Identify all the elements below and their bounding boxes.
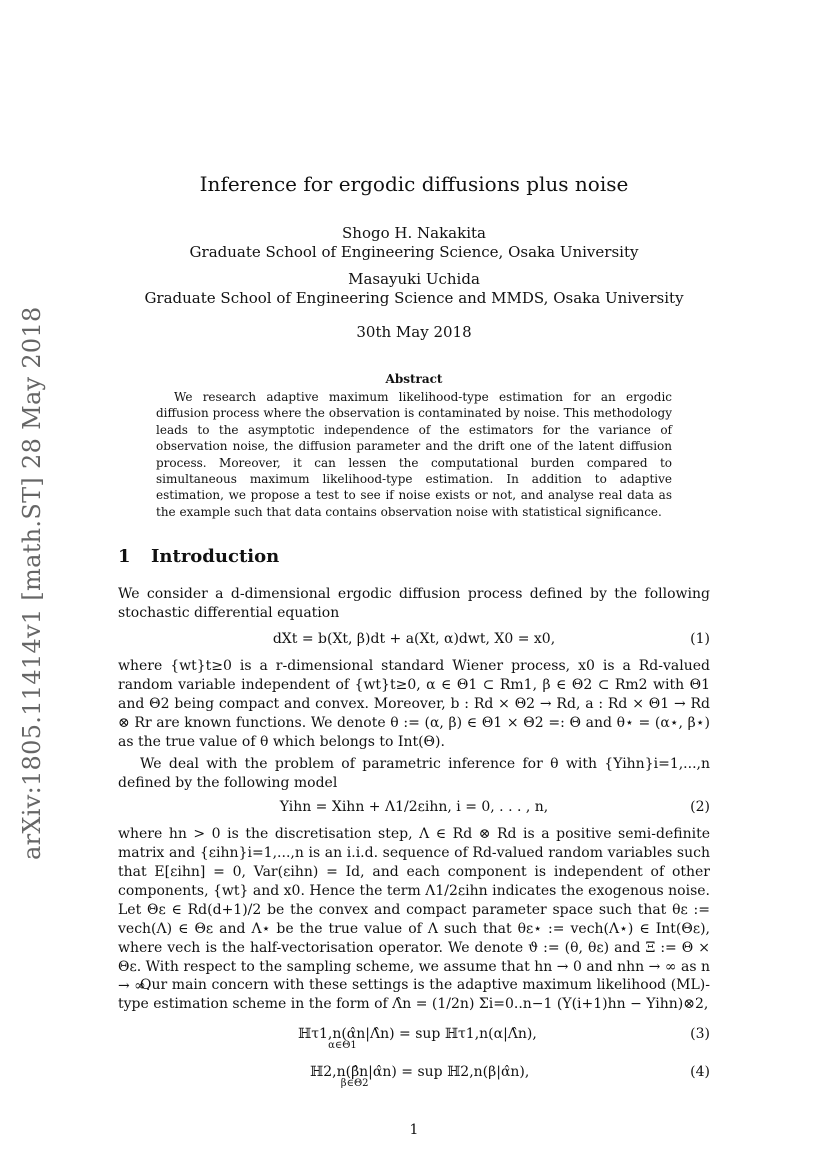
equation-subscript: α∈Θ1 xyxy=(328,1040,357,1051)
section-number: 1 xyxy=(118,546,131,567)
equation-number: (4) xyxy=(690,1064,710,1080)
paper-date: 30th May 2018 xyxy=(356,323,472,341)
body-paragraph: We deal with the problem of parametric inference for θ with {Yihn}i=1,...,n defined by the following model xyxy=(118,756,710,791)
equation-expression xyxy=(310,1064,529,1089)
equation-expression: dXt = b(Xt, β)dt + a(Xt, α)dwt, X0 = x0, xyxy=(272,631,556,647)
arxiv-identifier: arXiv:1805.11414v1 [math.ST] 28 May 2018 xyxy=(18,306,46,860)
body-paragraph: where {wt}t≥0 is a r-dimensional standard Wiener process, x0 is a Rd-valued random variable independent of {wt}t≥0, α ∈ Θ1 ⊂ Rm1, β ∈ Θ2 ⊂ Rm2 with Θ1 and Θ2 being compact and convex. Moreover, b : Rd × Θ2 → Rd, a : Rd × Θ1 → Rd ⊗ Rr are known functions. We denote θ := (α, β) ∈ Θ1 × Θ2 =: Θ and θ⋆ = (α⋆, β⋆) as the true value of θ which belongs to Int(Θ). xyxy=(118,658,710,750)
equation-number: (3) xyxy=(690,1026,710,1042)
author-name: Shogo H. Nakakita xyxy=(342,224,486,242)
equation-main: ℍ2,n(β̂n|α̂n) = sup ℍ2,n(β|α̂n), xyxy=(310,1064,530,1080)
body-paragraph: where hn > 0 is the discretisation step, Λ ∈ Rd ⊗ Rd is a positive semi-definite matrix and {εihn}i=1,...,n is an i.i.d. sequence of Rd-valued random variables such that E[εihn] = 0, Var(εihn) = Id, and each component is independent of other components, {wt} and x0. Hence the term Λ1/2εihn indicates the exogenous noise. Let Θε ∈ Rd(d+1)/2 be the convex and compact parameter space such that θε := vech(Λ) ∈ Θε and Λ⋆ be the true value of Λ such that θε⋆ := vech(Λ⋆) ∈ Int(Θε), where vech is the half-vectorisation operator. We denote ϑ := (θ, θε) and Ξ := Θ × Θε. With respect to the sampling scheme, we assume that hn → 0 and nhn → ∞ as n → ∞. xyxy=(118,826,710,994)
page-number: 1 xyxy=(409,1122,419,1138)
abstract-heading: Abstract xyxy=(385,372,443,386)
equation-subscript: β∈Θ2 xyxy=(340,1078,369,1089)
equation-number: (1) xyxy=(690,631,710,647)
equation-expression: Yihn = Xihn + Λ1/2εihn, i = 0, . . . , n, xyxy=(279,799,549,815)
author-name: Masayuki Uchida xyxy=(348,270,480,288)
equation-expression xyxy=(298,1026,537,1051)
author-affiliation: Graduate School of Engineering Science, Osaka University xyxy=(189,243,639,261)
body-paragraph: Our main concern with these settings is the adaptive maximum likelihood (ML)-type estimation scheme in the form of Λ̂n = (1/2n) Σi=0..n−1 (Y(i+1)hn − Yihn)⊗2, xyxy=(118,977,710,1012)
section-heading xyxy=(118,546,279,567)
author-affiliation: Graduate School of Engineering Science and MMDS, Osaka University xyxy=(144,289,684,307)
equation-number: (2) xyxy=(690,799,710,815)
section-title: Introduction xyxy=(151,546,280,567)
abstract-text: We research adaptive maximum likelihood-type estimation for an ergodic diffusion process where the observation is contaminated by noise. This methodology leads to the asymptotic independence of the estimators for the variance of observation noise, the diffusion parameter and the drift one of the latent diffusion process. Moreover, it can lessen the computational burden compared to simultaneous maximum likelihood-type estimation. In addition to adaptive estimation, we propose a test to see if noise exists or not, and analyse real data as the example such that data contains observation noise with statistical significance. xyxy=(156,390,672,519)
paper-page xyxy=(118,0,710,1171)
equation-main: ℍτ1,n(α̂n|Λ̂n) = sup ℍτ1,n(α|Λ̂n), xyxy=(298,1026,537,1042)
body-paragraph: We consider a d-dimensional ergodic diffusion process defined by the following stochastic differential equation xyxy=(118,586,710,621)
paper-title: Inference for ergodic diffusions plus noise xyxy=(199,172,629,196)
